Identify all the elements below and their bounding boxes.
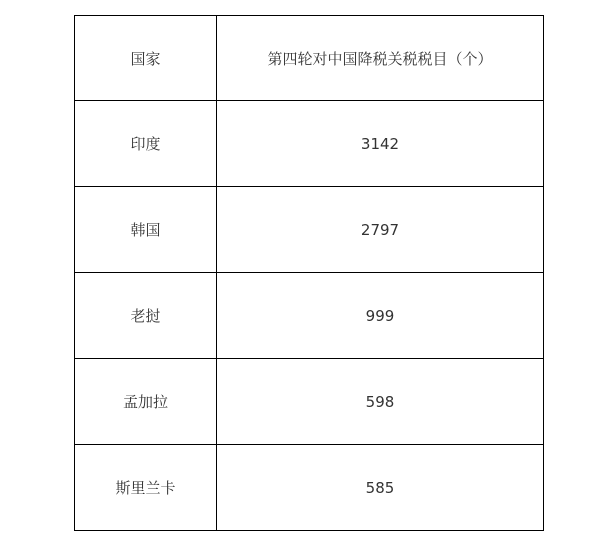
country-cell: 老挝 xyxy=(75,273,217,359)
country-cell: 印度 xyxy=(75,101,217,187)
table-row xyxy=(75,273,544,359)
value-cell: 999 xyxy=(217,273,544,359)
table-row xyxy=(75,359,544,445)
country-cell: 韩国 xyxy=(75,187,217,273)
country-cell: 斯里兰卡 xyxy=(75,445,217,531)
value-cell: 585 xyxy=(217,445,544,531)
column-header-tariff-items: 第四轮对中国降税关税税目（个） xyxy=(217,16,544,101)
table-row xyxy=(75,445,544,531)
column-header-country: 国家 xyxy=(75,16,217,101)
value-cell: 2797 xyxy=(217,187,544,273)
table-header-row xyxy=(75,16,544,101)
value-cell: 598 xyxy=(217,359,544,445)
country-cell: 孟加拉 xyxy=(75,359,217,445)
tariff-reduction-table xyxy=(74,15,544,531)
table-row xyxy=(75,101,544,187)
value-cell: 3142 xyxy=(217,101,544,187)
table-row xyxy=(75,187,544,273)
